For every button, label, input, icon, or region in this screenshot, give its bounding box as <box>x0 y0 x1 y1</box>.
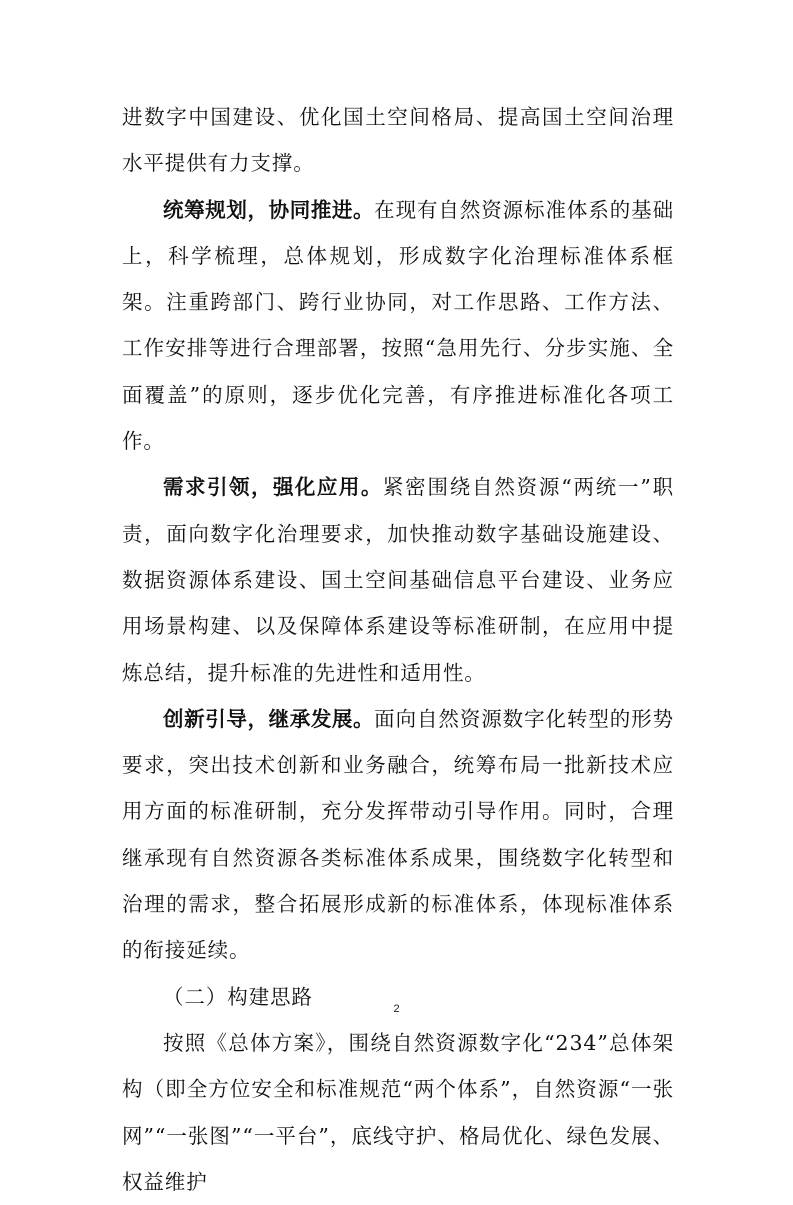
paragraph-body: 进数字中国建设、优化国土空间格局、提高国土空间治理水平提供有力支撑。 <box>122 105 674 176</box>
paragraph-body: 按照《总体方案》，围绕自然资源数字化“234”总体架构（即全方位安全和标准规范“两个体系”，自然资源“一张网”“一张图”“一平台”，底线守护、格局优化、绿色发展、权益维护 <box>122 1030 674 1194</box>
section-heading: （二）构建思路 <box>163 984 313 1009</box>
page-number: 2 <box>393 1003 400 1015</box>
paragraph-demand-driven <box>122 464 674 695</box>
paragraph-coordinated-planning <box>122 187 674 465</box>
paragraph-body: 在现有自然资源标准体系的基础上，科学梳理，总体规划，形成数字化治理标准体系框架。注重跨部门、跨行业协同，对工作思路、工作方法、工作安排等进行合理部署，按照“急用先行、分步实施、全面覆盖”的原则，逐步优化完善，有序推进标准化各项工作。 <box>122 197 674 454</box>
paragraph-body: 紧密围绕自然资源“两统一”职责，面向数字化治理要求，加快推动数字基础设施建设、数据资源体系建设、国土空间基础信息平台建设、业务应用场景构建、以及保障体系建设等标准研制，在应用中提炼总结，提升标准的先进性和适用性。 <box>122 475 675 685</box>
paragraph-body: 面向自然资源数字化转型的形势要求，突出技术创新和业务融合，统筹布局一批新技术应用方面的标准研制，充分发挥带动引导作用。同时，合理继承现有自然资源各类标准体系成果，围绕数字化转型和治理的需求，整合拓展形成新的标准体系，体现标准体系的衔接延续。 <box>122 706 674 963</box>
paragraph-innovation <box>122 696 674 974</box>
paragraph-framework <box>122 1020 674 1205</box>
paragraph-lead: 创新引导，继承发展。 <box>163 706 375 731</box>
paragraph-lead: 统筹规划，协同推进。 <box>163 197 375 222</box>
document-body <box>122 94 674 1205</box>
paragraph-continuation <box>122 94 674 187</box>
paragraph-lead: 需求引领，强化应用。 <box>163 475 383 500</box>
